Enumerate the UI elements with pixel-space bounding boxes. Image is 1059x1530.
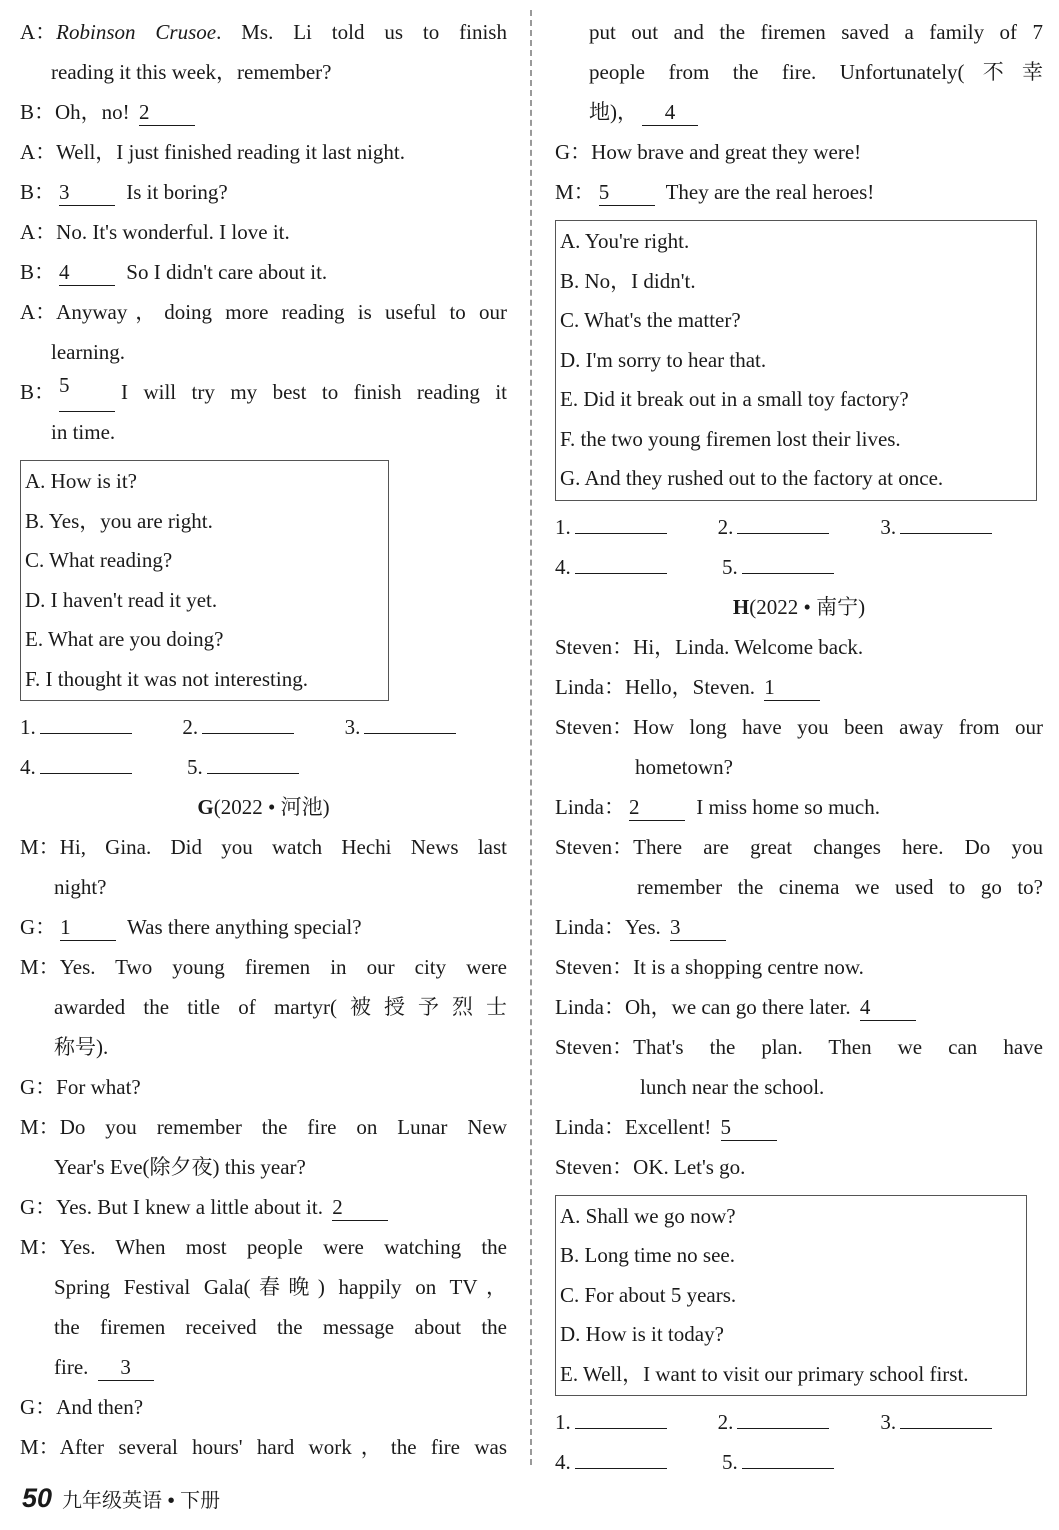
book-title: 九年级英语 • 下册 [62, 1490, 221, 1512]
dialog-line: M： Hi, Gina. Did you watch Hechi News last [20, 835, 507, 859]
answer-field[interactable] [575, 1444, 667, 1469]
answer-field[interactable] [40, 709, 132, 734]
answer-lines-g: 1. 2. 3. 4. 5. [555, 507, 1043, 587]
answer-field[interactable] [900, 1404, 992, 1429]
option-item: D. How is it today? [560, 1322, 724, 1346]
answer-blank[interactable]: 3 [670, 914, 726, 941]
answer-field[interactable] [742, 1444, 834, 1469]
option-item: B. Yes，you are right. [25, 508, 213, 533]
dialog-g-continued [555, 12, 1043, 212]
dialog-line: A： Anyway，doing more reading is useful to our [20, 300, 507, 324]
option-item: C. What's the matter? [560, 308, 741, 332]
dialog-line: A： No. It's wonderful. I love it. [20, 220, 290, 244]
answer-field[interactable] [207, 749, 299, 774]
dialog-line: A： Robinson Crusoe. Ms. Li told us to finish [20, 20, 507, 44]
dialog-continuation: night? [54, 875, 107, 899]
dialog-line: Steven： Hi，Linda. Welcome back. [555, 634, 864, 659]
answer-field[interactable] [742, 549, 834, 574]
answer-blank[interactable]: 2 [629, 794, 685, 821]
option-item: D. I'm sorry to hear that. [560, 347, 767, 372]
answer-blank[interactable]: 5 [59, 372, 115, 412]
section-g-heading: G(2022 • 河池) [197, 795, 330, 819]
dialog-g [20, 827, 507, 1467]
answer-field[interactable] [737, 509, 829, 534]
option-item: D. I haven't read it yet. [25, 587, 218, 612]
options-box-f [20, 460, 389, 701]
dialog-continuation: the firemen received the message about the [54, 1315, 507, 1339]
option-item: A. Shall we go now? [560, 1203, 736, 1228]
dialog-continuation: fire. 3 [20, 1347, 507, 1387]
answer-field[interactable] [900, 509, 992, 534]
column-divider [530, 10, 532, 1465]
dialog-continuation: 称号). [54, 1035, 109, 1059]
dialog-line: G： Yes. But I knew a little about it. 2 [20, 1187, 507, 1227]
option-item: E. What are you doing? [25, 627, 224, 651]
dialog-continuation: Spring Festival Gala(春晚) happily on TV， [54, 1275, 507, 1299]
dialog-line: G： And then? [20, 1395, 144, 1419]
dialog-line: M： Yes. Two young firemen in our city were [20, 955, 507, 979]
option-item: B. Long time no see. [560, 1243, 735, 1267]
answer-blank[interactable]: 3 [59, 179, 115, 206]
dialog-line: B： Oh，no! 2 [20, 92, 507, 132]
dialog-line: Linda： 2 I miss home so much. [555, 794, 880, 819]
answer-field[interactable] [202, 709, 294, 734]
option-item: F. I thought it was not interesting. [25, 666, 308, 691]
answer-blank[interactable]: 3 [98, 1354, 154, 1381]
answer-blank[interactable]: 4 [860, 994, 916, 1021]
option-item: C. What reading? [25, 548, 173, 572]
dialog-line: A： Well，I just finished reading it last night. [20, 140, 406, 164]
dialog-continuation: Year's Eve(除夕夜) this year? [54, 1155, 306, 1179]
answer-blank[interactable]: 4 [642, 99, 698, 126]
section-h-heading: H(2022 • 南宁) [732, 594, 866, 619]
answer-blank[interactable]: 1 [60, 914, 116, 941]
dialog-line: Linda： Hello，Steven. 1 [555, 667, 1043, 707]
dialog-continuation: put out and the firemen saved a family of 7 [589, 20, 1043, 44]
dialog-continuation: remember the cinema we used to go to? [637, 874, 1043, 899]
dialog-line: Linda： Oh，we can go there later. 4 [555, 987, 1043, 1027]
dialog-line: Linda： Excellent! 5 [555, 1107, 1043, 1147]
dialog-line: M： After several hours' hard work，the fire was [20, 1435, 507, 1459]
dialog-continuation: people from the fire. Unfortunately(不幸 [589, 60, 1043, 84]
dialog-line: Steven： How long have you been away from our [555, 714, 1043, 739]
answer-field[interactable] [364, 709, 456, 734]
dialog-continuation: lunch near the school. [640, 1074, 825, 1099]
dialog-continuation: learning. [51, 340, 126, 364]
dialog-line: M： 5 They are the real heroes! [555, 180, 875, 204]
dialog-f [20, 12, 507, 452]
dialog-h [555, 627, 1043, 1187]
answer-lines-h: 1. 2. 3. 4. 5. [555, 1402, 1043, 1482]
option-item: G. And they rushed out to the factory at once. [560, 466, 944, 490]
answer-blank[interactable]: 2 [139, 99, 195, 126]
answer-field[interactable] [737, 1404, 829, 1429]
dialog-line: M： Yes. When most people were watching the [20, 1235, 507, 1259]
answer-blank[interactable]: 5 [721, 1114, 777, 1141]
dialog-line: B： 4 So I didn't care about it. [20, 260, 328, 284]
answer-blank[interactable]: 1 [764, 674, 820, 701]
option-item: B. No，I didn't. [560, 268, 696, 293]
answer-blank[interactable]: 4 [59, 259, 115, 286]
dialog-line: Steven： That's the plan. Then we can have [555, 1034, 1043, 1059]
dialog-line: G： How brave and great they were! [555, 140, 862, 164]
page-number: 50 [22, 1483, 53, 1513]
dialog-line: Linda： Yes. 3 [555, 907, 1043, 947]
option-item: C. For about 5 years. [560, 1282, 737, 1307]
dialog-continuation: 地)， 4 [555, 92, 1043, 132]
answer-field[interactable] [40, 749, 132, 774]
answer-field[interactable] [575, 509, 667, 534]
dialog-line: G： For what? [20, 1075, 141, 1099]
dialog-line: M： Do you remember the fire on Lunar New [20, 1115, 507, 1139]
dialog-line: Steven： It is a shopping centre now. [555, 954, 864, 979]
options-box-g [555, 220, 1037, 501]
dialog-continuation: in time. [51, 420, 116, 444]
option-item: F. the two young firemen lost their lives. [560, 426, 901, 451]
answer-blank[interactable]: 5 [599, 179, 655, 206]
option-item: A. You're right. [560, 229, 690, 253]
dialog-line: Steven： There are great changes here. Do you [555, 834, 1043, 859]
option-item: E. Did it break out in a small toy factory? [560, 387, 909, 411]
option-item: A. How is it? [25, 469, 137, 493]
answer-blank[interactable]: 2 [332, 1194, 388, 1221]
left-column [20, 12, 507, 1467]
dialog-line: Steven： OK. Let's go. [555, 1154, 746, 1179]
option-item: E. Well，I want to visit our primary school first. [560, 1361, 969, 1386]
dialog-line: G： 1 Was there anything special? [20, 915, 362, 939]
answer-field[interactable] [575, 1404, 667, 1429]
right-column [555, 12, 1043, 1482]
options-box-h [555, 1195, 1027, 1397]
dialog-line: B： 5 I will try my best to finish reading it [20, 372, 507, 412]
dialog-continuation: awarded the title of martyr(被授予烈士 [54, 995, 507, 1019]
dialog-line: B： 3 Is it boring? [20, 180, 228, 204]
answer-lines-f: 1. 2. 3. 4. 5. [20, 707, 507, 787]
page-footer [22, 1478, 220, 1521]
answer-field[interactable] [575, 549, 667, 574]
dialog-continuation: reading it this week，remember? [51, 60, 332, 84]
dialog-continuation: hometown? [635, 754, 733, 779]
